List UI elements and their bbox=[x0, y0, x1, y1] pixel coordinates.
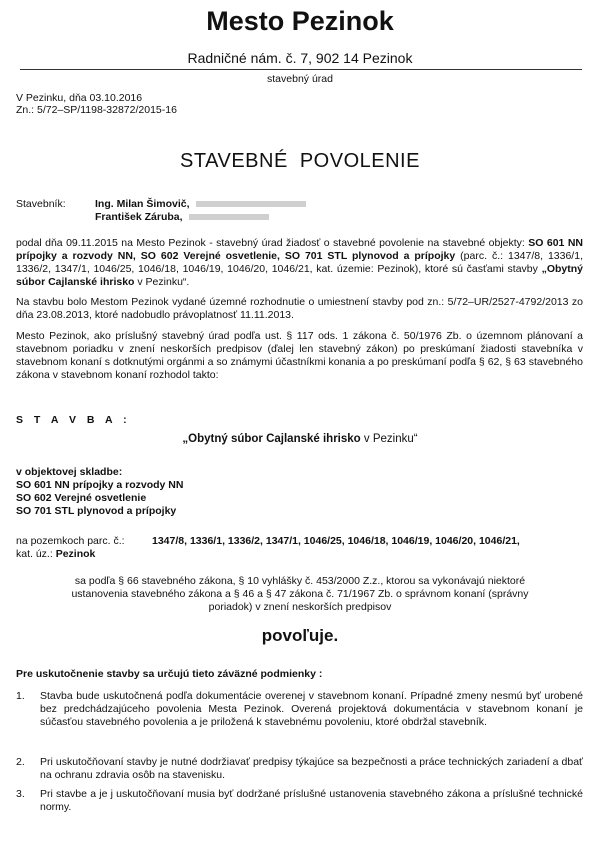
law-line-1: sa podľa § 66 stavebného zákona, § 10 vyhlášky č. 453/2000 Z.z., ktorou sa vykonávajú niektoré bbox=[74, 575, 526, 587]
document-title: STAVEBNÉ POVOLENIE bbox=[180, 150, 420, 172]
builder-name-1: Ing. Milan Šimovič, bbox=[95, 198, 306, 211]
paragraph-zoning: Na stavbu bolo Mestom Pezinok vydané územné rozhodnutie o umiestnení stavby pod zn.: 5/72–UR/2527-4792/2013 zo dňa 23.08.2013, ktoré nadobudlo právoplatnosť 11.11.2013. bbox=[16, 296, 583, 321]
header-divider bbox=[20, 69, 582, 70]
paragraph-authority: Mesto Pezinok, ako príslušný stavebný úrad podľa ust. § 117 ods. 1 zákona č. 50/1976 Zb. o územnom plánovaní a stavebnom poriadku v znení neskorších predpisov (ďalej len stavebný zákon) po preskúmaní žiadosti stavebníka v stavebnom konaní s dotknutými orgánmi a so známymi účastníkmi konania a po preskúmaní podľa § 62, § 63 stavebného zákona v stavebnom konaní rozhodol takto: bbox=[16, 330, 583, 381]
paragraph-application: podal dňa 09.11.2015 na Mesto Pezinok - stavebný úrad žiadosť o stavebné povolenie na stavebné objekty: SO 601 NN prípojky a rozvody NN, SO 602 Verejné osvetlenie, SO 701 STL plynovod a prípojky (parc. č.: 1347/8, 1336/1, 1336/2, 1347/1, 1046/25, 1046/18, 1046/19, 1046/20, 1046/21, kat. územie: Pezinok), ktoré sú časťami stavby „Obytný súbor Cajlanské ihrisko v Pezinku“. bbox=[16, 237, 583, 288]
composition-label: v objektovej skladbe: bbox=[16, 466, 123, 478]
builder-label: Stavebník: bbox=[16, 198, 66, 210]
conditions-heading: Pre uskutočnenie stavby sa určujú tieto záväzné podmienky : bbox=[16, 668, 323, 680]
org-address: Radničné nám. č. 7, 902 14 Pezinok bbox=[187, 50, 413, 66]
law-line-2: ustanovenia stavebného zákona a § 46 a § 47 zákona č. 71/1967 Zb. o správnom konaní (správny bbox=[71, 588, 529, 600]
document-page: Mesto Pezinok Radničné nám. č. 7, 902 14 Pezinok stavebný úrad V Pezinku, dňa 03.10.2016 Zn.: 5/72–SP/1198-32872/2015-16 STAVEBNÉ POVOLENIE Stavebník: Ing. Milan Šimovič, František Záruba, podal dňa 09.11.2015 na Mesto Pezinok - stavebný úrad žiadosť o stavebné povolenie na stavebné objekty: SO 601 NN prípojky a rozvody NN, SO 602 Verejné osvetlenie, SO 701 STL plynovod a prípojky (parc. č.: 1347/8, 1336/1, 1336/2, 1347/1, 1046/25, 1046/18, 1046/19, 1046/20, 1046/21, kat. územie: Pezinok), ktoré sú časťami stavby „Obytný súbor Cajlanské ihrisko v Pezinku“. Na stavbu bolo Mestom Pezinok vydané územné rozhodnutie o umiestnení stavby pod zn.: 5/72–UR/2527-4792/2013 zo dňa 23.08.2013, ktoré nadobudlo právoplatnosť 11.11.2013. Mesto Pezinok, ako príslušný stavebný úrad podľa ust. § 117 ods. 1 zákona č. 50/1976 Zb. o územnom plánovaní a stavebnom poriadku v znení neskorších predpisov (ďalej len stavebný zákon) po preskúmaní žiadosti stavebníka v stavebnom konaní s dotknutými orgánmi a so známymi účastníkmi konania a po preskúmaní podľa § 62, § 63 stavebného zákona v stavebnom konaní rozhodol takto: S T A V B A : „Obytný súbor Cajlanské ihrisko v Pezinku“ v objektovej skladbe: SO 601 NN prípojky a rozvody NN SO 602 Verejné osvetlenie SO 701 STL plynovod a prípojky na pozemkoch parc. č.: 1347/8, 1336/1, 1336/2, 1347/1, 1046/25, 1046/18, 1046/19, 1046/20, 1046/21, kat. úz.: Pezinok sa podľa § 66 stavebného zákona, § 10 vyhlášky č. 453/2000 Z.z., ktorou sa vykonávajú niektoré ustanovenia stavebného zákona a § 46 a § 47 zákona č. 71/1967 Zb. o správnom konaní (správny poriadok) v znení neskorších predpisov povoľuje. Pre uskutočnenie stavby sa určujú tieto záväzné podmienky : 1. Stavba bude uskutočnená podľa dokumentácie overenej v stavebnom konaní. Prípadné zmeny nesmú byť urobené bez predchádzajúceho povolenia Mesta Pezinok. Overená projektová dokumentácia v stavebnom konaní je súčasťou stavebného povolenia a je priložená k stavebnému povoleniu, ktoré obdržal stavebník. 2. Pri uskutočňovaní stavby je nutné dodržiavať predpisy týkajúce sa bezpečnosti a práce technických zariadení a dbať na ochranu zdravia osôb na stavenisku. 3. Pri stavbe a je j uskutočňovaní musia byť dodržané príslušné ustanovenia stavebného zákona a príslušné technické normy. bbox=[0, 0, 600, 850]
stavba-title: „Obytný súbor Cajlanské ihrisko v Pezinku“ bbox=[182, 433, 418, 445]
office-name: stavebný úrad bbox=[267, 73, 333, 85]
cadastre-line: kat. úz.: Pezinok bbox=[16, 548, 96, 560]
stavba-label: S T A V B A : bbox=[16, 414, 131, 426]
place-date: V Pezinku, dňa 03.10.2016 bbox=[16, 92, 143, 104]
decision-word: povoľuje. bbox=[261, 626, 339, 645]
parcels-label: na pozemkoch parc. č.: bbox=[16, 535, 125, 547]
org-name: Mesto Pezinok bbox=[206, 6, 394, 36]
object-item: SO 701 STL plynovod a prípojky bbox=[16, 505, 177, 517]
redacted-text bbox=[196, 201, 306, 207]
redacted-text bbox=[189, 214, 269, 220]
parcels-list: 1347/8, 1336/1, 1336/2, 1347/1, 1046/25, 1046/18, 1046/19, 1046/20, 1046/21, bbox=[152, 535, 520, 547]
object-item: SO 601 NN prípojky a rozvody NN bbox=[16, 479, 184, 491]
reference-number: Zn.: 5/72–SP/1198-32872/2015-16 bbox=[16, 104, 177, 116]
builder-name-2: František Záruba, bbox=[95, 211, 269, 224]
object-item: SO 602 Verejné osvetlenie bbox=[16, 492, 147, 504]
law-line-3: poriadok) v znení neskorších predpisov bbox=[208, 601, 392, 613]
